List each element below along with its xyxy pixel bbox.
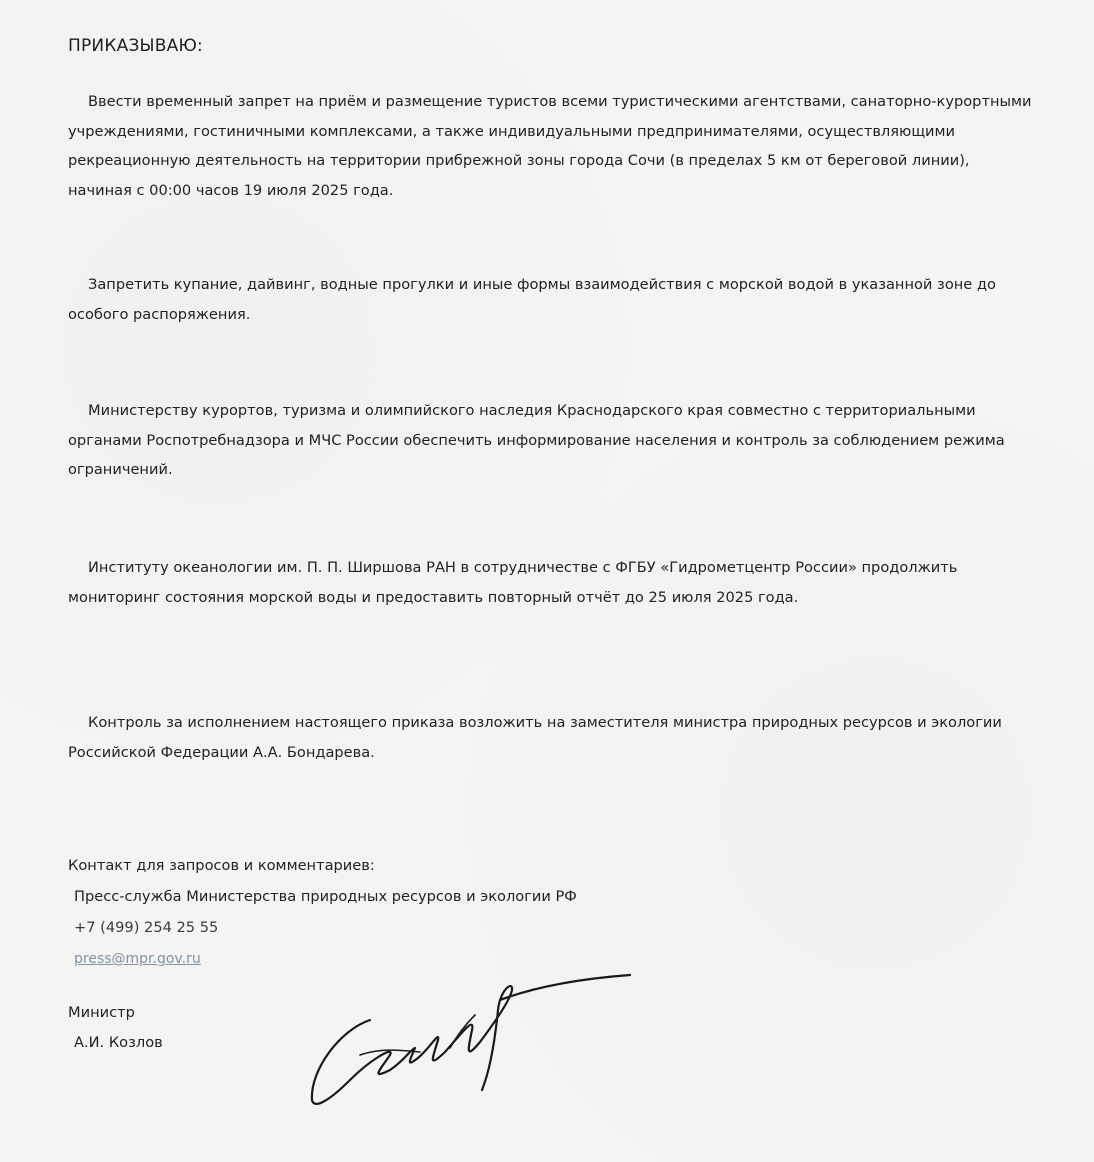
signatory-block <box>68 998 163 1058</box>
order-heading: ПРИКАЗЫВАЮ: <box>68 36 203 56</box>
contact-label: Контакт для запросов и комментариев: <box>68 857 375 874</box>
order-paragraph-4: Институту океанологии им. П. П. Ширшова РАН в сотрудничестве с ФГБУ «Гидрометцентр России» продолжить мониторинг состояния морской воды и предоставить повторный отчёт до 25 июля 2025 года. <box>68 559 958 606</box>
contact-email-link[interactable]: press@mpr.gov.ru <box>74 951 201 967</box>
contact-block <box>68 850 577 975</box>
contact-org: Пресс-служба Министерства природных ресурсов и экологии РФ <box>74 888 577 905</box>
order-paragraph-3: Министерству курортов, туризма и олимпийского наследия Краснодарского края совместно с территориальными органами Роспотребнадзора и МЧС России обеспечить информирование населения и контроль за соблюдением режима ограничений. <box>68 402 1005 478</box>
signatory-name: А.И. Козлов <box>74 1034 163 1051</box>
signatory-title: Министр <box>68 1004 135 1021</box>
order-paragraph-2: Запретить купание, дайвинг, водные прогулки и иные формы взаимодействия с морской водой в указанной зоне до особого распоряжения. <box>68 276 996 323</box>
order-paragraph-1: Ввести временный запрет на приём и размещение туристов всеми туристическими агентствами, санаторно-курортными учреждениями, гостиничными комплексами, а также индивидуальными предпринимателями, осуществляющими рекреационную деятельность на территории прибрежной зоны города Сочи (в пределах 5 км от береговой линии), начиная с 00:00 часов 19 июля 2025 года. <box>68 93 1032 199</box>
order-paragraph-5: Контроль за исполнением настоящего приказа возложить на заместителя министра природных ресурсов и экологии Российской Федерации А.А. Бондарева. <box>68 714 1002 761</box>
signature-graphic <box>300 960 660 1120</box>
contact-phone: +7 (499) 254 25 55 <box>74 919 219 936</box>
